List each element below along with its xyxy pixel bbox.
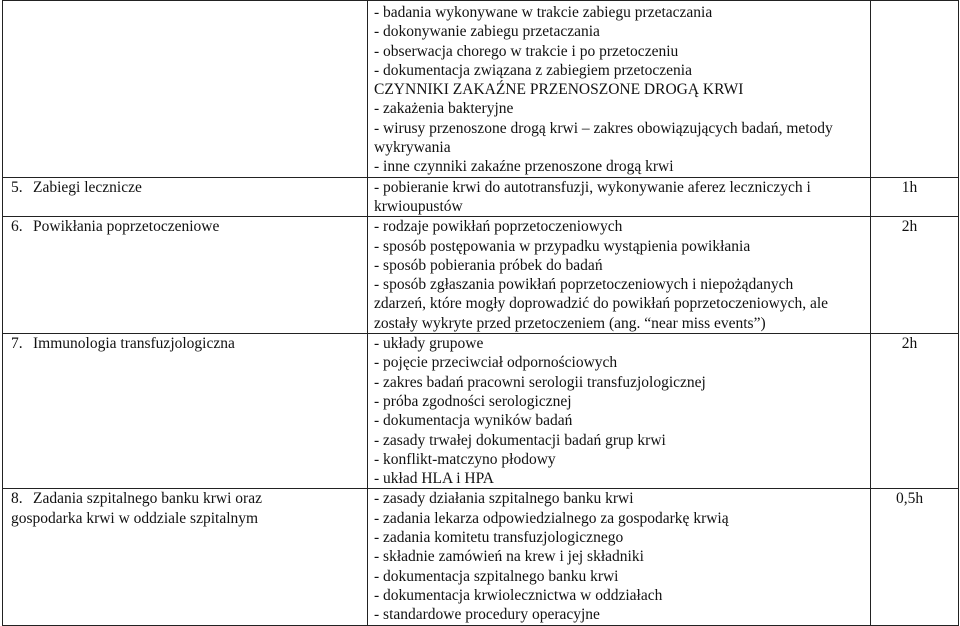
content-line: - dokumentacja krwiolecznictwa w oddziałach (374, 586, 663, 604)
content-line: - dokonywanie zabiegu przetaczania (374, 23, 600, 41)
content-line: - konflikt-matczyno płodowy (374, 450, 556, 468)
topic-cell (3, 489, 368, 625)
topic-cell (3, 177, 368, 217)
content-line: - pojęcie przeciwciał odpornościowych (374, 354, 618, 372)
content-cell (368, 489, 871, 625)
content-line: CZYNNIKI ZAKAŹNE PRZENOSZONE DROGĄ KRWI (374, 81, 744, 99)
content-line: - pobieranie krwi do autotransfuzji, wykonywanie aferez leczniczych i (374, 178, 811, 196)
content-line: - dokumentacja związana z zabiegiem przetoczenia (374, 61, 692, 79)
content-line: - zadania komitetu transfuzjologicznego (374, 529, 624, 547)
content-line: - składnie zamówień na krew i jej składniki (374, 548, 644, 566)
content-line: - standardowe procedury operacyjne (374, 606, 600, 624)
table-row (3, 1, 959, 178)
content-line: - inne czynniki zakaźne przenoszone drogą krwi (374, 158, 674, 176)
table-row (3, 217, 959, 334)
hours-cell (871, 489, 959, 625)
topic-cell (3, 334, 368, 489)
table-row (3, 177, 959, 217)
topic-title-line2: gospodarka krwi w oddziale szpitalnym (11, 509, 259, 527)
content-cell (368, 217, 871, 334)
hours-value: 2h (901, 218, 918, 236)
hours-value: 1h (901, 178, 918, 196)
content-line: zostały wykryte przed przetoczeniem (ang. “near miss events”) (374, 314, 766, 332)
topic-cell (3, 1, 368, 178)
content-line: zdarzeń, które mogły doprowadzić do powikłań poprzetoczeniowych, ale (374, 295, 829, 313)
content-line: - zadania lekarza odpowiedzialnego za gospodarkę krwią (374, 509, 729, 527)
table-row (3, 489, 959, 625)
topic-number: 8. (11, 490, 23, 508)
content-line: - zakres badań pracowni serologii transfuzjologicznej (374, 373, 706, 391)
topic-title: Immunologia transfuzjologiczna (33, 335, 235, 353)
hours-cell (871, 217, 959, 334)
topic-title: Zabiegi lecznicze (33, 178, 142, 196)
content-line: - zakażenia bakteryjne (374, 100, 514, 118)
hours-cell (871, 334, 959, 489)
content-line: - zasady działania szpitalnego banku krwi (374, 490, 634, 508)
topic-number: 7. (11, 335, 23, 353)
content-line: - obserwacja chorego w trakcie i po przetoczeniu (374, 42, 679, 60)
content-line: - układ HLA i HPA (374, 470, 494, 488)
content-line: krwioupustów (374, 197, 463, 215)
content-line: - sposób postępowania w przypadku wystąpienia powikłania (374, 237, 751, 255)
content-cell (368, 334, 871, 489)
content-cell (368, 1, 871, 178)
curriculum-table (2, 0, 959, 626)
topic-number: 6. (11, 218, 23, 236)
content-line: - zasady trwałej dokumentacji badań grup krwi (374, 431, 666, 449)
content-line: - dokumentacja wyników badań (374, 412, 573, 430)
hours-value: 2h (901, 335, 918, 353)
content-line: - badania wykonywane w trakcie zabiegu przetaczania (374, 4, 713, 21)
topic-title: Powikłania poprzetoczeniowe (33, 218, 220, 236)
content-line: wykrywania (374, 139, 451, 157)
content-line: - próba zgodności serologicznej (374, 392, 572, 410)
content-line: - rodzaje powikłań poprzetoczeniowych (374, 218, 623, 236)
topic-number: 5. (11, 178, 23, 196)
content-cell (368, 177, 871, 217)
content-line: - sposób pobierania próbek do badań (374, 256, 603, 274)
hours-cell (871, 1, 959, 178)
curriculum-table-body (3, 1, 959, 626)
hours-cell (871, 177, 959, 217)
hours-value: 0,5h (895, 490, 924, 508)
content-line: - dokumentacja szpitalnego banku krwi (374, 567, 619, 585)
topic-title: Zadania szpitalnego banku krwi oraz (33, 490, 262, 508)
content-line: - wirusy przenoszone drogą krwi – zakres obowiązujących badań, metody (374, 119, 833, 137)
topic-cell (3, 217, 368, 334)
content-line: - układy grupowe (374, 335, 484, 353)
table-row (3, 334, 959, 489)
content-line: - sposób zgłaszania powikłań poprzetoczeniowych i niepożądanych (374, 276, 794, 294)
